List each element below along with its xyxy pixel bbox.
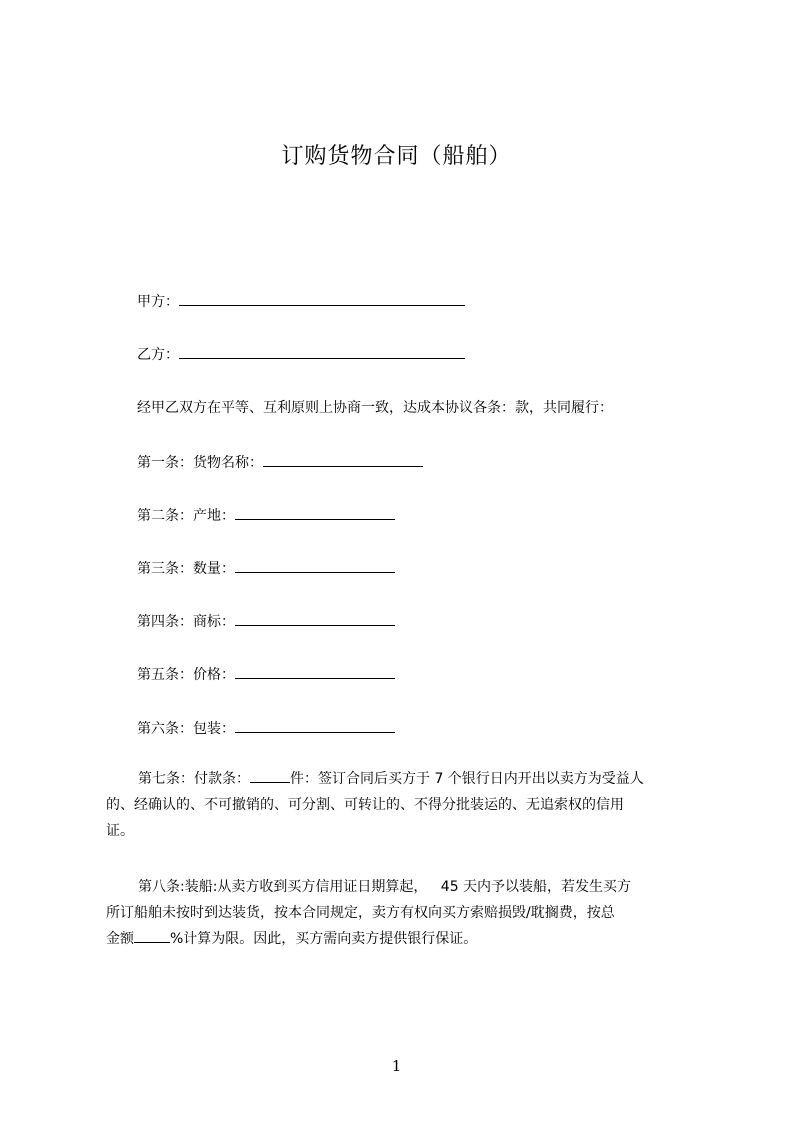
- article-8-line-3: [106, 926, 700, 952]
- article-3-line: [137, 558, 395, 579]
- article-7-line-3: 证。: [106, 823, 134, 839]
- article-2-label: 第二条：产地：: [137, 508, 235, 524]
- article-4-line: [137, 611, 395, 632]
- party-b-blank: [179, 344, 465, 359]
- article-7-blank: [250, 768, 290, 783]
- article-7-line-2: 的、经确认的、不可撤销的、可分割、可转让的、不得分批装运的、无追索权的信用: [106, 797, 624, 813]
- article-1-blank: [263, 452, 423, 467]
- page-number: 1: [391, 1057, 402, 1075]
- article-6-label: 第六条：包装：: [137, 721, 235, 737]
- article-8-line-3-part-2: %计算为限。因此，买方需向卖方提供银行保证。: [170, 931, 478, 947]
- article-8-line-3-part-1: 金额: [106, 931, 134, 947]
- article-5-line: [137, 664, 395, 685]
- intro-text: 经甲乙双方在平等、互利原则上协商一致，达成本协议各条：款，共同履行：: [137, 400, 613, 416]
- party-a-blank: [179, 291, 465, 306]
- article-7-part-1: 第七条：付款条：: [138, 771, 250, 787]
- article-5-blank: [235, 664, 395, 679]
- article-4-label: 第四条：商标：: [137, 614, 235, 630]
- article-8-line-1: 第八条:装船:从卖方收到买方信用证日期算起， 45 天内予以装船，若发生买方: [138, 879, 632, 895]
- article-1-line: [137, 452, 423, 473]
- article-5-label: 第五条：价格：: [137, 667, 235, 683]
- article-6-line: [137, 718, 395, 739]
- article-1-label: 第一条：货物名称：: [137, 455, 263, 471]
- party-a-line: [137, 291, 465, 312]
- article-4-blank: [235, 611, 395, 626]
- article-8-line-2: 所订船舶未按时到达装货，按本合同规定，卖方有权向买方索赔损毁/耽搁费，按总: [106, 905, 615, 921]
- document-title: 订购货物合同（船舶）: [281, 144, 512, 169]
- article-2-blank: [235, 505, 395, 520]
- party-b-line: [137, 344, 465, 365]
- article-6-blank: [235, 718, 395, 733]
- party-a-label: 甲方：: [137, 294, 179, 310]
- article-8-blank: [134, 928, 170, 943]
- article-3-label: 第三条：数量：: [137, 561, 235, 577]
- article-8-paragraph: [106, 874, 700, 952]
- article-7-line-1: [106, 766, 700, 792]
- article-2-line: [137, 505, 395, 526]
- article-3-blank: [235, 558, 395, 573]
- article-7-part-2: 件：签订合同后买方于 7 个银行日内开出以卖方为受益人: [290, 771, 644, 787]
- article-7-paragraph: [106, 766, 700, 844]
- party-b-label: 乙方：: [137, 347, 179, 363]
